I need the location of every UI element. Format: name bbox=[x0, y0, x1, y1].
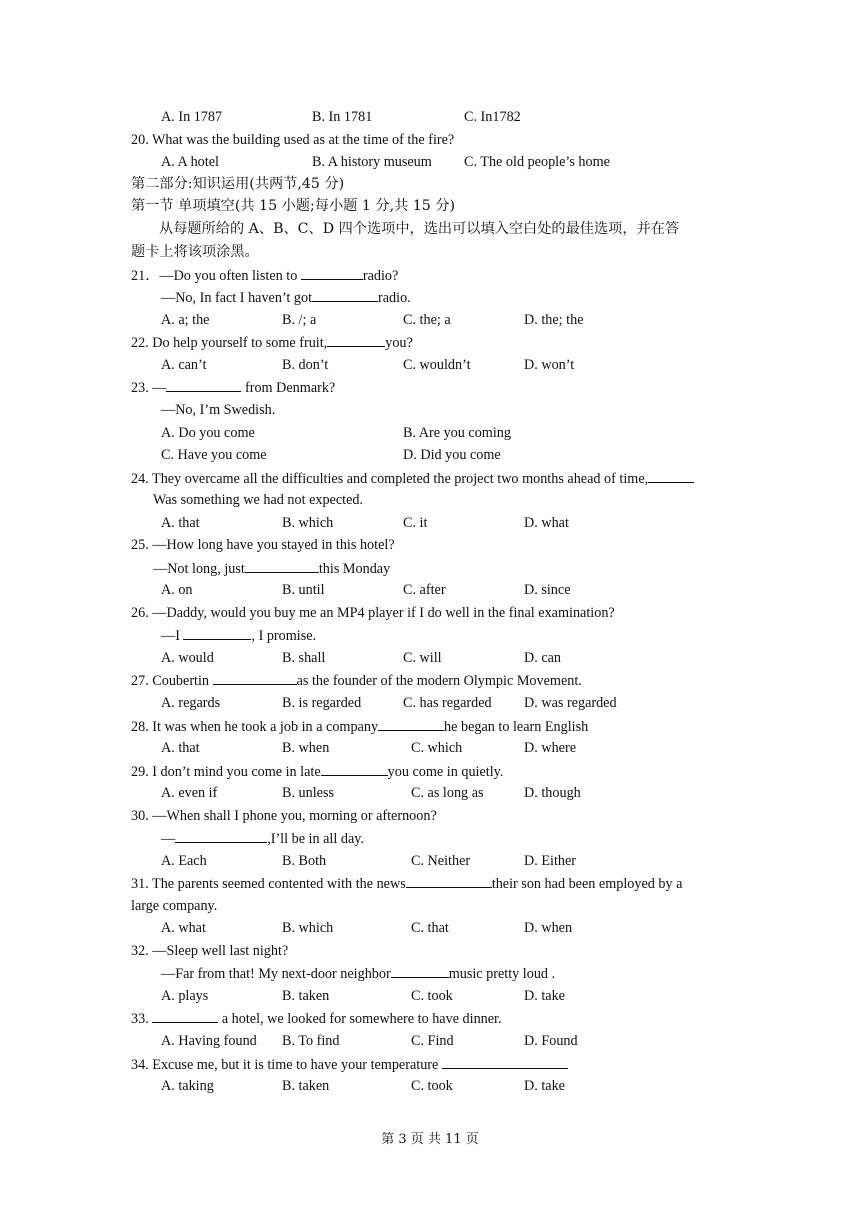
q34-option-c: C. took bbox=[411, 1078, 453, 1094]
q26-option-b: B. shall bbox=[282, 650, 326, 666]
answer-blank bbox=[321, 762, 388, 776]
q24-stem-line-2: Was something we had not expected. bbox=[153, 492, 364, 508]
q29-option-b: B. unless bbox=[282, 785, 335, 801]
q20-stem: 20. What was the building used as at the time of the fire? bbox=[131, 132, 455, 148]
q27-option-a: A. regards bbox=[161, 695, 221, 711]
answer-blank bbox=[327, 333, 385, 347]
q20-option-a: A. A hotel bbox=[161, 154, 219, 170]
answer-blank bbox=[391, 964, 449, 978]
q31-option-a: A. what bbox=[161, 920, 206, 936]
q20-option-b: B. A history museum bbox=[312, 154, 432, 170]
q24-option-b: B. which bbox=[282, 515, 334, 531]
answer-blank bbox=[175, 829, 267, 843]
instruction-line-2: 题卡上将该项涂黑。 bbox=[131, 244, 259, 260]
q24-option-c: C. it bbox=[403, 515, 428, 531]
q30-option-d: D. Either bbox=[524, 853, 577, 869]
q33-option-c: C. Find bbox=[411, 1033, 454, 1049]
q31-option-c: C. that bbox=[411, 920, 449, 936]
q27-option-c: C. has regarded bbox=[403, 695, 492, 711]
q32-option-c: C. took bbox=[411, 988, 453, 1004]
q24-option-d: D. what bbox=[524, 515, 569, 531]
q25-option-d: D. since bbox=[524, 582, 571, 598]
q29-stem: 29. I don’t mind you come in late you come in quietly. bbox=[131, 764, 504, 780]
answer-blank bbox=[648, 469, 694, 483]
q27-option-b: B. is regarded bbox=[282, 695, 362, 711]
q33-option-a: A. Having found bbox=[161, 1033, 257, 1049]
q26-option-a: A. would bbox=[161, 650, 214, 666]
q30-option-a: A. Each bbox=[161, 853, 207, 869]
q31-stem: 31. The parents seemed contented with the news their son had been employed by a bbox=[131, 876, 683, 892]
q22-option-d: D. won’t bbox=[524, 357, 575, 373]
q28-option-c: C. which bbox=[411, 740, 463, 756]
q33-option-b: B. To find bbox=[282, 1033, 340, 1049]
section1-title: 第一节 单项填空(共 15 小题;每小题 1 分,共 15 分) bbox=[131, 198, 456, 214]
q19-option-a: A. In 1787 bbox=[161, 109, 223, 125]
q32-option-b: B. taken bbox=[282, 988, 330, 1004]
q29-option-a: A. even if bbox=[161, 785, 218, 801]
q19-option-b: B. In 1781 bbox=[312, 109, 373, 125]
q28-option-b: B. when bbox=[282, 740, 330, 756]
q34-stem: 34. Excuse me, but it is time to have your temperature bbox=[131, 1055, 568, 1074]
q32-option-d: D. take bbox=[524, 988, 565, 1004]
q21-stem: 21．—Do you often listen to radio? bbox=[131, 268, 399, 284]
q28-option-d: D. where bbox=[524, 740, 576, 756]
q29-option-c: C. as long as bbox=[411, 785, 484, 801]
q24-option-a: A. that bbox=[161, 515, 200, 531]
q28-stem: 28. It was when he took a job in a company he began to learn English bbox=[131, 719, 589, 735]
q32-option-a: A. plays bbox=[161, 988, 209, 1004]
q26-option-c: C. will bbox=[403, 650, 442, 666]
q22-option-c: C. wouldn’t bbox=[403, 357, 471, 373]
q31-option-b: B. which bbox=[282, 920, 334, 936]
answer-blank bbox=[183, 626, 251, 640]
q30-option-c: C. Neither bbox=[411, 853, 471, 869]
q25-stem: 25. —How long have you stayed in this hotel? bbox=[131, 537, 395, 553]
q21-option-d: D. the; the bbox=[524, 312, 584, 328]
q30-stem: 30. —When shall I phone you, morning or afternoon? bbox=[131, 808, 437, 824]
q22-stem: 22. Do help yourself to some fruit, you? bbox=[131, 335, 413, 351]
q27-stem: 27. Coubertin as the founder of the modern Olympic Movement. bbox=[131, 673, 582, 689]
q19-option-c: C. In1782 bbox=[464, 109, 521, 125]
q22-option-a: A. can’t bbox=[161, 357, 207, 373]
q25-option-b: B. until bbox=[282, 582, 325, 598]
answer-blank bbox=[301, 266, 363, 280]
q21-reply: —No, In fact I haven’t got radio. bbox=[161, 290, 411, 306]
q32-stem: 32. —Sleep well last night? bbox=[131, 943, 289, 959]
page-number: 第 3 页 共 11 页 bbox=[381, 1132, 479, 1147]
q25-reply: —Not long, just this Monday bbox=[153, 561, 391, 577]
q34-option-d: D. take bbox=[524, 1078, 565, 1094]
part2-title: 第二部分:知识运用(共两节,45 分) bbox=[131, 176, 345, 192]
q26-option-d: D. can bbox=[524, 650, 562, 666]
q23-option-a: A. Do you come bbox=[161, 425, 255, 441]
q32-reply: —Far from that! My next-door neighbor music pretty loud . bbox=[161, 966, 556, 982]
q27-option-d: D. was regarded bbox=[524, 695, 617, 711]
q21-option-b: B. /; a bbox=[282, 312, 317, 328]
q23-option-d: D. Did you come bbox=[403, 447, 501, 463]
q31-option-d: D. when bbox=[524, 920, 573, 936]
q28-option-a: A. that bbox=[161, 740, 200, 756]
q23-stem: 23. — from Denmark? bbox=[131, 380, 336, 396]
q34-option-a: A. taking bbox=[161, 1078, 214, 1094]
answer-blank bbox=[312, 288, 378, 302]
q24-stem: 24. They overcame all the difficulties and completed the project two months ahead of time, bbox=[131, 469, 694, 488]
answer-blank bbox=[152, 1009, 218, 1023]
q26-stem: 26. —Daddy, would you buy me an MP4 player if I do well in the final examination? bbox=[131, 605, 615, 621]
q33-option-d: D. Found bbox=[524, 1033, 578, 1049]
q26-reply: —I , I promise. bbox=[161, 628, 317, 644]
q30-option-b: B. Both bbox=[282, 853, 327, 869]
q25-option-a: A. on bbox=[161, 582, 193, 598]
q31-stem-line-2: large company. bbox=[131, 898, 218, 914]
instruction-line-1: 从每题所给的 A、B、C、D 四个选项中，选出可以填入空白处的最佳选项，并在答 bbox=[159, 221, 680, 237]
answer-blank bbox=[213, 671, 297, 685]
answer-blank bbox=[378, 717, 444, 731]
q23-option-b: B. Are you coming bbox=[403, 425, 511, 441]
answer-blank bbox=[406, 874, 492, 888]
q22-option-b: B. don’t bbox=[282, 357, 329, 373]
q33-stem: 33. a hotel, we looked for somewhere to have dinner. bbox=[131, 1011, 502, 1027]
q23-reply: —No, I’m Swedish. bbox=[161, 402, 276, 418]
q29-option-d: D. though bbox=[524, 785, 581, 801]
q25-option-c: C. after bbox=[403, 582, 446, 598]
q21-option-a: A. a; the bbox=[161, 312, 210, 328]
q30-reply: — ,I’ll be in all day. bbox=[161, 831, 364, 847]
q21-option-c: C. the; a bbox=[403, 312, 451, 328]
q23-option-c: C. Have you come bbox=[161, 447, 267, 463]
answer-blank bbox=[245, 559, 319, 573]
answer-blank bbox=[442, 1055, 568, 1069]
q20-option-c: C. The old people’s home bbox=[464, 154, 610, 170]
answer-blank bbox=[166, 378, 241, 392]
q34-option-b: B. taken bbox=[282, 1078, 330, 1094]
